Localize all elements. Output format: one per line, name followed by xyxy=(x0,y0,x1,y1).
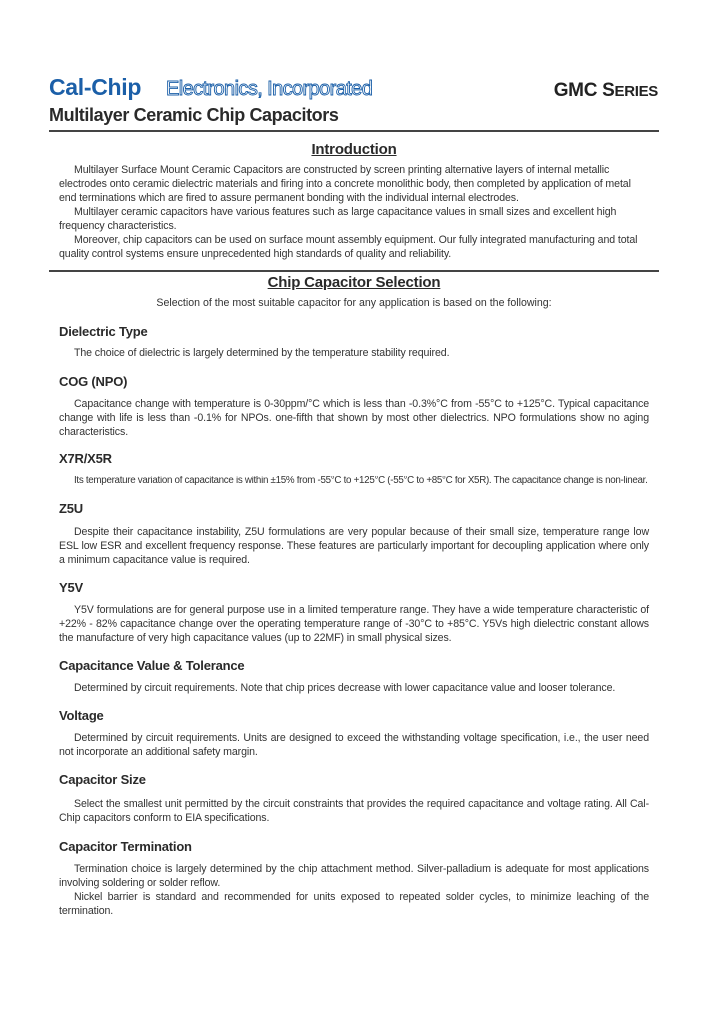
header-divider xyxy=(49,130,659,132)
cog-text: Capacitance change with temperature is 0-30ppm/°C which is less than -0.3%°C from -55°C to +125°C. Typical capacitance change with life is less than -0.1% for NPOs. one-fifth that shown by most other dielectrics. NPO formulations show no aging characteristics. xyxy=(59,398,649,438)
introduction-body xyxy=(59,163,649,261)
selection-intro: Selection of the most suitable capacitor for any application is based on the following: xyxy=(156,297,552,309)
cap-value-heading: Capacitance Value & Tolerance xyxy=(59,658,245,673)
y5v-heading: Y5V xyxy=(59,580,83,595)
section-divider xyxy=(49,270,659,272)
selection-heading: Chip Capacitor Selection xyxy=(267,274,441,291)
size-heading: Capacitor Size xyxy=(59,772,146,787)
introduction-heading: Introduction xyxy=(311,141,397,158)
intro-paragraph-2: Multilayer ceramic capacitors have various features such as large capacitance values in small sizes and excellent high frequency characteristics. xyxy=(59,206,617,232)
dielectric-heading: Dielectric Type xyxy=(59,324,148,339)
x7r-text: Its temperature variation of capacitance is within ±15% from -55°C to +125°C (-55°C to +85°C for X5R). The capacitance change is non-linear. xyxy=(74,476,648,486)
series-prefix: GMC S xyxy=(553,80,615,101)
dielectric-text: The choice of dielectric is largely determined by the temperature stability required. xyxy=(74,347,450,359)
termination-text xyxy=(59,862,649,918)
series-rest: ERIES xyxy=(614,83,658,100)
cog-heading: COG (NPO) xyxy=(59,374,128,389)
page-title: Multilayer Ceramic Chip Capacitors xyxy=(49,105,339,125)
intro-paragraph-3: Moreover, chip capacitors can be used on surface mount assembly equipment. Our fully integrated manufacturing and total quality control systems ensure unprecedented high standards of quality and reliability. xyxy=(59,234,638,260)
z5u-text: Despite their capacitance instability, Z5U formulations are very popular because of their small size, temperature range low ESL low ESR and excellent frequency response. These features are particularly important for decoupling application where only a minimum capacitance value is required. xyxy=(59,526,649,566)
x7r-heading: X7R/X5R xyxy=(59,451,112,466)
termination-paragraph-1: Termination choice is largely determined by the chip attachment method. Silver-palladium is adequate for most applications involving soldering or solder reflow. xyxy=(59,863,649,889)
z5u-heading: Z5U xyxy=(59,501,83,516)
brand-logo: Cal-Chip xyxy=(49,74,142,100)
voltage-text: Determined by circuit requirements. Units are designed to exceed the withstanding voltage specification, i.e., the user need not incorporate an additional safety margin. xyxy=(59,732,649,758)
voltage-heading: Voltage xyxy=(59,708,104,723)
brand-subtitle: Electronics, Incorporated xyxy=(166,78,373,100)
cap-value-text: Determined by circuit requirements. Note that chip prices decrease with lower capacitance value and looser tolerance. xyxy=(74,682,616,694)
termination-heading: Capacitor Termination xyxy=(59,839,192,854)
y5v-text: Y5V formulations are for general purpose use in a limited temperature range. They have a wide temperature characteristic of +22% - 82% capacitance change over the operating temperature range of -30°C to +85°C. Y5Vs high dielectric constant allows the manufacture of very high capacitance values (up to 22MF) in small physical sizes. xyxy=(59,604,649,644)
series-label xyxy=(554,80,658,102)
intro-paragraph-1: Multilayer Surface Mount Ceramic Capacitors are constructed by screen printing alternative layers of internal metallic electrodes onto ceramic dielectric materials and firing into a concrete monolithic body, then completed by application of metal end terminations which are fired to assure permanent bonding with the individual internal electrodes. xyxy=(59,164,631,204)
termination-paragraph-2: Nickel barrier is standard and recommended for units exposed to repeated solder cycles, to minimize leaching of the termination. xyxy=(59,891,649,917)
size-text: Select the smallest unit permitted by the circuit constraints that provides the required capacitance and voltage rating. All Cal-Chip capacitors conform to EIA specifications. xyxy=(59,798,649,824)
